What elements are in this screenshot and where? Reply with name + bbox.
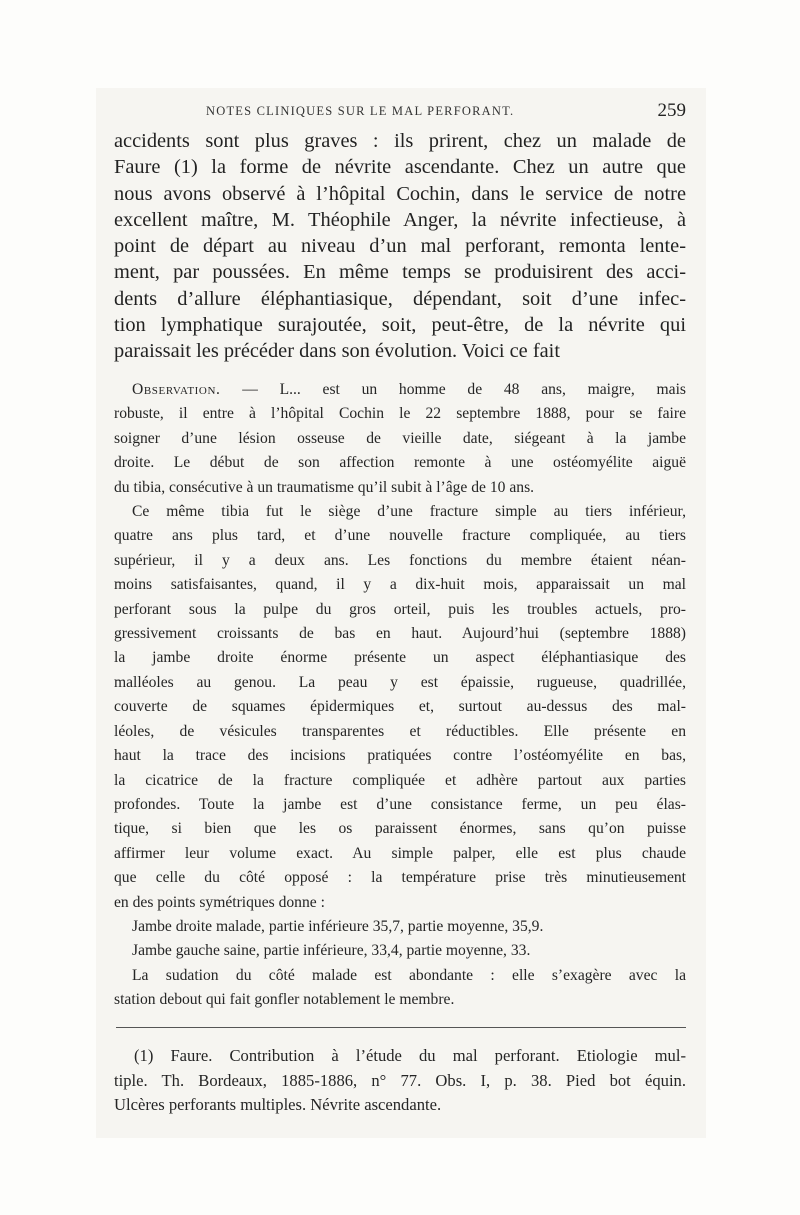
observation-line: supérieur, il y a deux ans. Les fonctions du membre étaient néan- bbox=[114, 551, 686, 569]
observation-line: Ce même tibia fut le siège d’une fracture simple au tiers inférieur, bbox=[132, 503, 686, 521]
observation-line: soigner d’une lésion osseuse de vieille date, siégeant à la jambe bbox=[114, 429, 686, 447]
body-line: point de départ au niveau d’un mal perforant, remonta lente- bbox=[114, 235, 686, 258]
observation-line: tique, si bien que les os paraissent énormes, sans qu’on puisse bbox=[114, 820, 686, 838]
temperature-line: Jambe gauche saine, partie inférieure, 33,4, partie moyenne, 33. bbox=[132, 942, 531, 960]
body-line: nous avons observé à l’hôpital Cochin, dans le service de notre bbox=[114, 182, 686, 205]
observation-first-line-text: — L... est un homme de 48 ans, maigre, mais bbox=[242, 381, 686, 398]
observation-line: moins satisfaisantes, quand, il y a dix-huit mois, apparaissait un mal bbox=[114, 576, 686, 594]
observation-heading: Observation. bbox=[132, 381, 221, 398]
body-line: paraissait les précéder dans son évolution. Voici ce fait bbox=[114, 340, 561, 363]
observation-line: station debout qui fait gonfler notablement le membre. bbox=[114, 991, 455, 1009]
observation-line: gressivement croissants de bas en haut. Aujourd’hui (septembre 1888) bbox=[114, 625, 686, 643]
observation-line: affirmer leur volume exact. Au simple palper, elle est plus chaude bbox=[114, 844, 686, 862]
observation-line: la jambe droite énorme présente un aspect éléphantiasique des bbox=[114, 649, 686, 667]
body-line: dents d’allure éléphantiasique, dépendant, soit d’une infec- bbox=[114, 287, 686, 310]
observation-line: la cicatrice de la fracture compliquée et adhère partout aux parties bbox=[114, 771, 686, 789]
observation-line: malléoles au genou. La peau y est épaissie, rugueuse, quadrillée, bbox=[114, 673, 686, 691]
observation-line: droite. Le début de son affection remonte à une ostéomyélite aiguë bbox=[114, 454, 686, 472]
observation-line: La sudation du côté malade est abondante : elle s’exagère avec la bbox=[132, 966, 686, 984]
footnote-line: tiple. Th. Bordeaux, 1885-1886, n° 77. Obs. I, p. 38. Pied bot équin. bbox=[114, 1070, 686, 1090]
body-line: accidents sont plus graves : ils prirent, chez un malade de bbox=[114, 130, 686, 152]
body-line: tion lymphatique surajoutée, soit, peut-être, de la névrite qui bbox=[114, 314, 686, 337]
body-line: Faure (1) la forme de névrite ascendante. Chez un autre que bbox=[114, 156, 686, 179]
observation-line: couverte de squames épidermiques et, surtout au-dessus des mal- bbox=[114, 698, 686, 716]
footnote-line: Ulcères perforants multiples. Névrite ascendante. bbox=[114, 1095, 442, 1115]
observation-line: en des points symétriques donne : bbox=[114, 893, 325, 911]
footnote-rule bbox=[116, 1027, 686, 1028]
body-paragraph bbox=[114, 128, 686, 365]
observation-line: robuste, il entre à l’hôpital Cochin le 22 septembre 1888, pour se faire bbox=[114, 405, 686, 423]
observation-line: quatre ans plus tard, et d’une nouvelle fracture compliquée, au tiers bbox=[114, 527, 686, 545]
observation-line: du tibia, consécutive à un traumatisme qu’il subit à l’âge de 10 ans. bbox=[114, 478, 535, 496]
observation-line: perforant sous la pulpe du gros orteil, puis les troubles actuels, pro- bbox=[114, 600, 686, 618]
body-line: excellent maître, M. Théophile Anger, la névrite infectieuse, à bbox=[114, 208, 686, 231]
body-line: ment, par poussées. En même temps se produisirent des acci- bbox=[114, 261, 686, 284]
observation-line: léoles, de vésicules transparentes et réductibles. Elle présente en bbox=[114, 722, 686, 740]
observation-block bbox=[114, 378, 686, 1013]
observation-line: haut la trace des incisions pratiquées contre l’ostéomyélite en bas, bbox=[114, 747, 686, 765]
page-number: 259 bbox=[657, 100, 686, 121]
footnote-line: (1) Faure. Contribution à l’étude du mal perforant. Etiologie mul- bbox=[134, 1046, 686, 1065]
observation-line: que celle du côté opposé : la température prise très minutieusement bbox=[114, 869, 686, 887]
running-title: NOTES CLINIQUES SUR LE MAL PERFORANT. bbox=[206, 104, 515, 118]
running-head bbox=[116, 102, 686, 122]
observation-line: profondes. Toute la jambe est d’une consistance ferme, un peu élas- bbox=[114, 795, 686, 813]
temperature-line: Jambe droite malade, partie inférieure 35,7, partie moyenne, 35,9. bbox=[132, 917, 544, 935]
observation-first-line bbox=[114, 378, 686, 402]
footnote bbox=[114, 1044, 686, 1118]
